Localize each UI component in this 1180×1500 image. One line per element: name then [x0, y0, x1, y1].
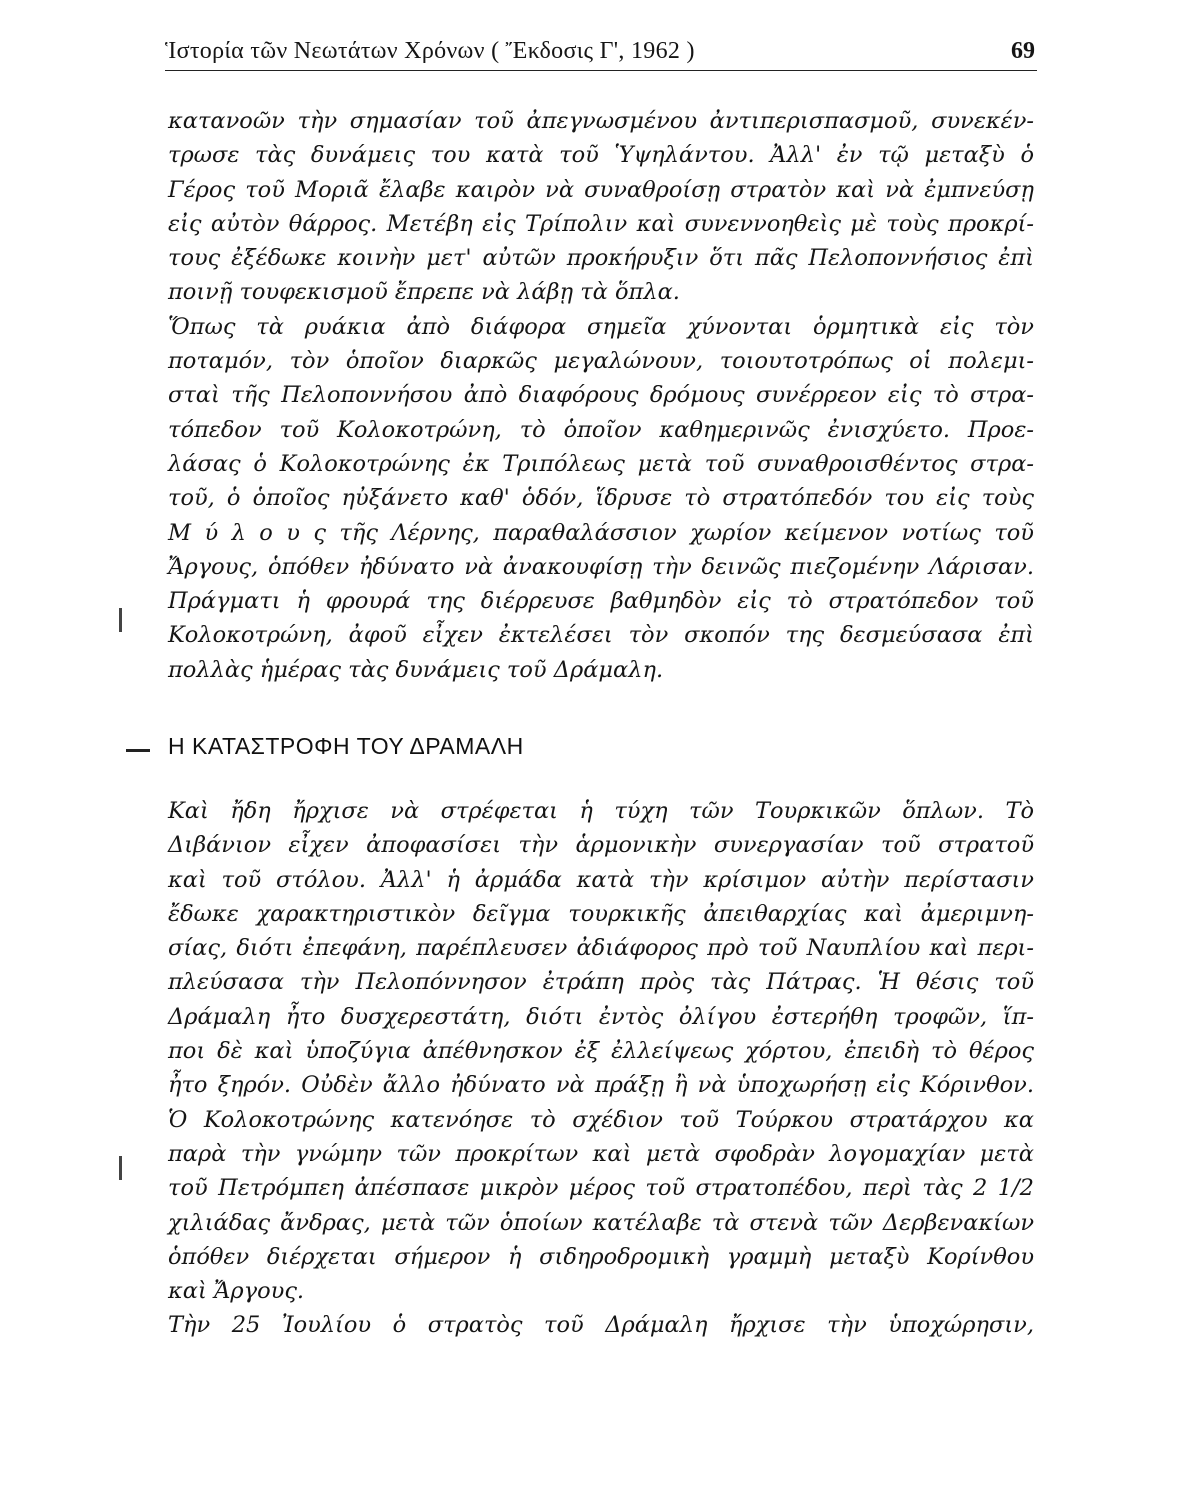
text-line: παρὰ τὴν γνώμην τῶν προκρίτων καὶ μετὰ σφοδρὰν λογομαχίαν μετὰ	[168, 1140, 1034, 1167]
text-line: Πράγματι ἡ φρουρά της διέρρευσε βαθμηδὸν εἰς τὸ στρατόπεδον τοῦ	[168, 588, 1034, 615]
text-line: Τὴν 25 Ἰουλίου ὁ στρατὸς τοῦ Δράμαλη ἤρχισε τὴν ὑποχώρησιν,	[168, 1312, 1034, 1339]
body-text-before-heading	[168, 104, 1034, 687]
text-line: σίας, διότι ἐπεφάνη, παρέπλευσεν ἀδιάφορος πρὸ τοῦ Ναυπλίου καὶ περι-	[168, 935, 1034, 962]
header-title: Ἱστορία τῶν Νεωτάτων Χρόνων ( Ἔκδοσις Γ', 1962 )	[165, 38, 695, 64]
text-line: Ὅπως τὰ ρυάκια ἀπὸ διάφορα σημεῖα χύνονται ὁρμητικὰ εἰς τὸν	[168, 313, 1034, 340]
text-line: τοῦ, ὁ ὁποῖος ηὐξάνετο καθ' ὁδόν, ἵδρυσε τὸ στρατόπεδόν του εἰς τοὺς	[168, 485, 1034, 512]
text-line: Δράμαλη ἦτο δυσχερεστάτη, διότι ἐντὸς ὀλίγου ἐστερήθη τροφῶν, ἵπ-	[168, 1003, 1034, 1030]
text-line: τρωσε τὰς δυνάμεις του κατὰ τοῦ Ὑψηλάντου. Ἀλλ' ἐν τῷ μεταξὺ ὁ	[168, 142, 1034, 169]
body-text-after-heading	[168, 794, 1034, 1343]
text-line: Ἄργους, ὁπόθεν ἠδύνατο νὰ ἀνακουφίσῃ τὴν δεινῶς πιεζομένην Λάρισαν.	[168, 553, 1034, 580]
text-line: Γέρος τοῦ Μοριᾶ ἔλαβε καιρὸν νὰ συναθροίσῃ στρατὸν καὶ νὰ ἐμπνεύσῃ	[168, 176, 1034, 203]
text-line: σταὶ τῆς Πελοποννήσου ἀπὸ διαφόρους δρόμους συνέρρεον εἰς τὸ στρα-	[168, 382, 1034, 409]
section-heading: Η ΚΑΤΑΣΤΡΟΦΗ ΤΟΥ ΔΡΑΜΑΛΗ	[168, 733, 524, 759]
text-line: τόπεδον τοῦ Κολοκοτρώνη, τὸ ὁποῖον καθημερινῶς ἐνισχύετο. Προε-	[168, 416, 1034, 443]
text-line: εἰς αὐτὸν θάρρος. Μετέβη εἰς Τρίπολιν καὶ συνεννοηθεὶς μὲ τοὺς προκρί-	[168, 210, 1034, 237]
text-line: τοῦ Πετρόμπεη ἀπέσπασε μικρὸν μέρος τοῦ στρατοπέδου, περὶ τὰς 2 1/2	[168, 1175, 1034, 1202]
text-line: χιλιάδας ἄνδρας, μετὰ τῶν ὁποίων κατέλαβε τὰ στενὰ τῶν Δερβενακίων	[168, 1209, 1034, 1236]
text-line: Διβάνιον εἶχεν ἀποφασίσει τὴν ἁρμονικὴν συνεργασίαν τοῦ στρατοῦ	[168, 832, 1034, 859]
text-line: ὁπόθεν διέρχεται σήμερον ἡ σιδηροδρομικὴ γραμμὴ μεταξὺ Κορίνθου	[168, 1243, 1034, 1270]
text-line: ποι δὲ καὶ ὑποζύγια ἀπέθνησκον ἐξ ἐλλείψεως χόρτου, ἐπειδὴ τὸ θέρος	[168, 1038, 1034, 1065]
text-line: ἔδωκε χαρακτηριστικὸν δεῖγμα τουρκικῆς ἀπειθαρχίας καὶ ἀμεριμνη-	[168, 900, 1034, 927]
text-line: λάσας ὁ Κολοκοτρώνης ἐκ Τριπόλεως μετὰ τοῦ συναθροισθέντος στρα-	[168, 450, 1034, 477]
text-line: καὶ Ἄργους.	[168, 1278, 305, 1305]
page-number: 69	[1011, 38, 1035, 64]
text-line: πολλὰς ἡμέρας τὰς δυνάμεις τοῦ Δράμαλη.	[168, 656, 664, 683]
margin-mark	[119, 608, 122, 632]
text-line: τους ἐξέδωκε κοινὴν μετ' αὐτῶν προκήρυξιν ὅτι πᾶς Πελοποννήσιος ἐπὶ	[168, 245, 1034, 272]
margin-dash	[126, 749, 150, 752]
text-line: πλεύσασα τὴν Πελοπόννησον ἐτράπη πρὸς τὰς Πάτρας. Ἡ θέσις τοῦ	[168, 969, 1034, 996]
text-line: Μ ύ λ ο υ ς τῆς Λέρνης, παραθαλάσσιον χωρίον κείμενον νοτίως τοῦ	[168, 519, 1034, 546]
text-line: ποταμόν, τὸν ὁποῖον διαρκῶς μεγαλώνουν, τοιουτοτρόπως οἱ πολεμι-	[168, 348, 1034, 375]
text-line: κατανοῶν τὴν σημασίαν τοῦ ἀπεγνωσμένου ἀντιπερισπασμοῦ, συνεκέν-	[168, 108, 1034, 134]
text-line: ἦτο ξηρόν. Οὐδὲν ἄλλο ἠδύνατο νὰ πράξῃ ἢ νὰ ὑποχωρήσῃ εἰς Κόρινθον.	[168, 1072, 1034, 1099]
margin-mark	[119, 1156, 122, 1180]
running-header	[165, 36, 1037, 71]
text-line: Καὶ ἤδη ἤρχισε νὰ στρέφεται ἡ τύχη τῶν Τουρκικῶν ὅπλων. Τὸ	[168, 798, 1034, 824]
text-line: Κολοκοτρώνη, ἀφοῦ εἶχεν ἐκτελέσει τὸν σκοπόν της δεσμεύσασα ἐπὶ	[168, 622, 1034, 649]
text-line: ποινῇ τουφεκισμοῦ ἔπρεπε νὰ λάβῃ τὰ ὅπλα.	[168, 279, 680, 306]
text-line: καὶ τοῦ στόλου. Ἀλλ' ἡ ἀρμάδα κατὰ τὴν κρίσιμον αὐτὴν περίστασιν	[168, 866, 1034, 893]
text-line: Ὁ Κολοκοτρώνης κατενόησε τὸ σχέδιον τοῦ Τούρκου στρατάρχου κα	[168, 1106, 1034, 1133]
